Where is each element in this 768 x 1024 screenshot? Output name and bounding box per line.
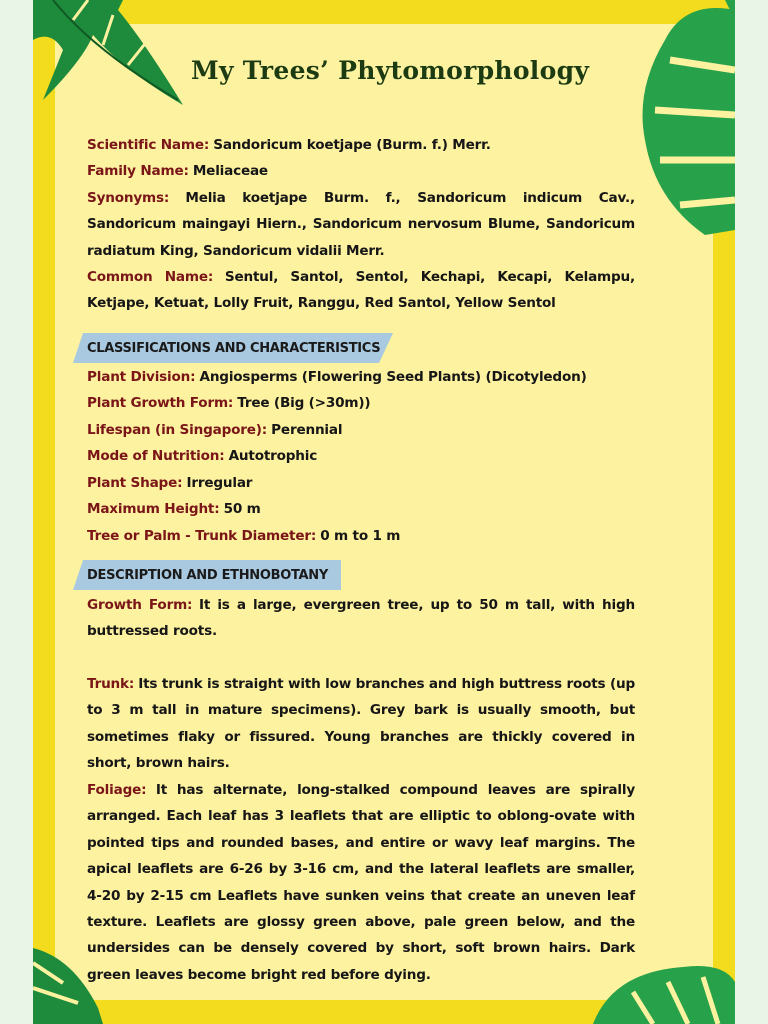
- trunk-diameter-label: Tree or Palm - Trunk Diameter:: [87, 528, 317, 544]
- max-height-row: [87, 496, 635, 522]
- description-heading-band: [73, 560, 341, 590]
- growth-form-row: [87, 390, 635, 416]
- scientific-name-value: Sandoricum koetjape (Burm. f.) Merr.: [213, 137, 491, 153]
- classification-heading-band: [73, 333, 393, 363]
- trunk-diameter-row: [87, 523, 635, 549]
- nutrition-value: Autotrophic: [228, 448, 318, 464]
- growth-description-value: It is a large, evergreen tree, up to 50 m tall, with high buttressed roots.: [87, 597, 635, 640]
- lifespan-label: Lifespan (in Singapore):: [87, 422, 268, 438]
- growth-description-label: Growth Form:: [87, 597, 193, 613]
- lifespan-value: Perennial: [271, 422, 343, 438]
- synonyms-label: Synonyms:: [87, 190, 170, 206]
- foliage-description-value: It has alternate, long-stalked compound leaves are spirally arranged. Each leaf has 3 leaflets that are elliptic to oblong-ovate with pointed tips and rounded bases, and entire or wavy leaf margins. The apical leaflets are 6-26 by 3-16 cm, and the lateral leaflets are smaller, 4-20 by 2-15 cm Leaflets have sunken veins that create an uneven leaf texture. Leaflets are glossy green above, pale green below, and the undersides can be densely covered by short, soft brown hairs. Dark green leaves become bright red before dying.: [87, 782, 635, 983]
- growth-form-label: Plant Growth Form:: [87, 395, 234, 411]
- common-name-value: Sentul, Santol, Sentol, Kechapi, Kecapi, Kelampu, Ketjape, Ketuat, Lolly Fruit, Ranggu, Red Santol, Yellow Sentol: [87, 269, 635, 312]
- trunk-description-row: [87, 671, 635, 777]
- trunk-description-value: Its trunk is straight with low branches and high buttress roots (up to 3 m tall in mature specimens). Grey bark is usually smooth, but sometimes flaky or fissured. Young branches are thickly covered in short, brown hairs.: [87, 676, 635, 772]
- plant-shape-row: [87, 470, 635, 496]
- leaf-top-left-icon: [33, 0, 193, 110]
- description-heading: DESCRIPTION AND ETHNOBOTANY: [87, 568, 329, 583]
- family-name-value: Meliaceae: [192, 163, 268, 179]
- page-title: My Trees’ Phytomorphology: [191, 56, 590, 85]
- nutrition-row: [87, 443, 635, 469]
- family-name-label: Family Name:: [87, 163, 189, 179]
- lifespan-row: [87, 417, 635, 443]
- classification-heading: CLASSIFICATIONS AND CHARACTERISTICS: [87, 341, 381, 356]
- foliage-description-row: [87, 777, 635, 988]
- plant-division-label: Plant Division:: [87, 369, 196, 385]
- scientific-name-row: [87, 132, 635, 158]
- foliage-description-label: Foliage:: [87, 782, 147, 798]
- plant-division-value: Angiosperms (Flowering Seed Plants) (Dicotyledon): [199, 369, 587, 385]
- nutrition-label: Mode of Nutrition:: [87, 448, 225, 464]
- growth-description-row: [87, 592, 635, 645]
- common-name-label: Common Name:: [87, 269, 214, 285]
- trunk-description-label: Trunk:: [87, 676, 135, 692]
- common-name-row: [87, 264, 635, 317]
- plant-shape-value: Irregular: [186, 475, 253, 491]
- trunk-diameter-value: 0 m to 1 m: [320, 528, 401, 544]
- max-height-label: Maximum Height:: [87, 501, 220, 517]
- scientific-name-label: Scientific Name:: [87, 137, 210, 153]
- synonyms-row: [87, 185, 635, 264]
- leaf-top-right-icon: [625, 0, 735, 240]
- family-name-row: [87, 158, 635, 184]
- plant-division-row: [87, 364, 635, 390]
- max-height-value: 50 m: [223, 501, 261, 517]
- synonyms-value: Melia koetjape Burm. f., Sandoricum indicum Cav., Sandoricum maingayi Hiern., Sandoricum nervosum Blume, Sandoricum radiatum King, Sandoricum vidalii Merr.: [87, 190, 635, 259]
- growth-form-value: Tree (Big (>30m)): [237, 395, 371, 411]
- plant-shape-label: Plant Shape:: [87, 475, 183, 491]
